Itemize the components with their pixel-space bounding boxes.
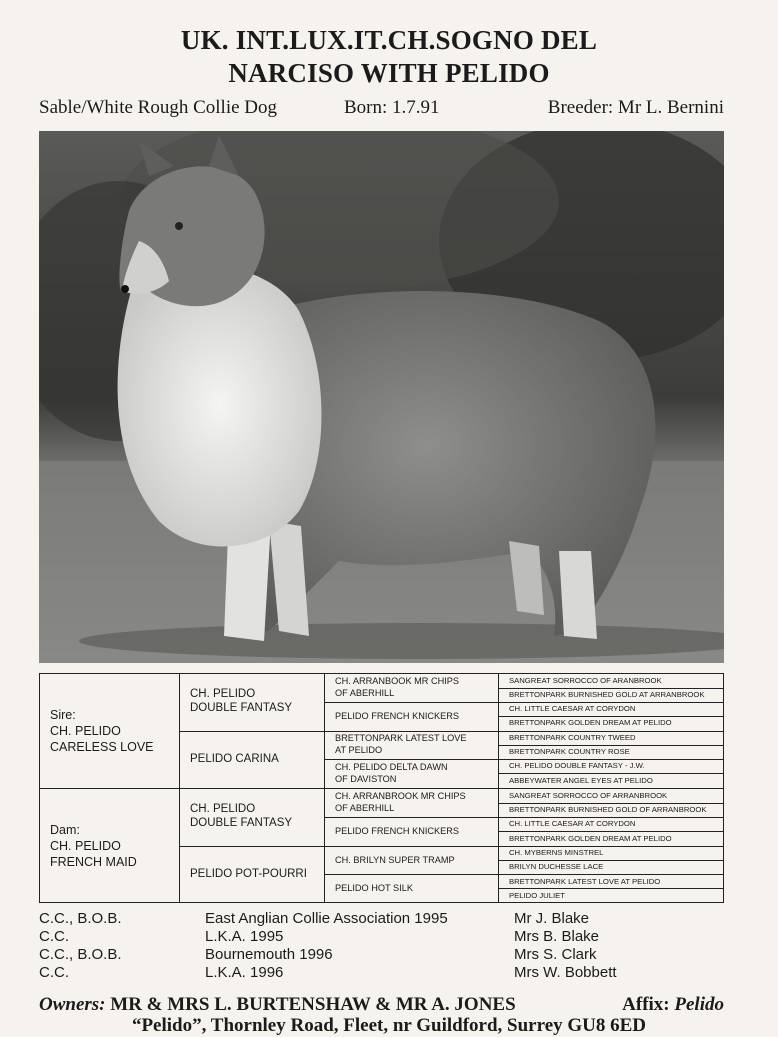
gen4-cell: SANGREAT SORROCCO OF ARRANBROOK	[509, 791, 668, 800]
great-grandparent-line-1: CH. PELIDO DELTA DAWN	[335, 762, 448, 772]
great-grandparent-line-1: BRETTONPARK LATEST LOVE	[335, 733, 467, 743]
gen4-cell: BRETTONPARK BURNISHED GOLD AT ARRANBROOK	[509, 690, 705, 699]
pedigree-divider	[498, 860, 724, 861]
gen4-cell: BRETTONPARK COUNTRY TWEED	[509, 733, 636, 742]
great-grandparent-cell	[324, 762, 498, 785]
collie-photo	[39, 131, 724, 663]
sire-name-line-1: CH. PELIDO	[50, 724, 121, 738]
gen4-cell: CH. MYBERNS MINSTREL	[509, 848, 604, 857]
grandparent-cell	[179, 752, 324, 766]
gen4-cell: BRILYN DUCHESSE LACE	[509, 862, 604, 871]
win-award: C.C., B.O.B.	[39, 946, 122, 963]
great-grandparent-line-2: OF ABERHILL	[335, 802, 395, 813]
grandparent-line-1: CH. PELIDO	[190, 803, 256, 815]
pedigree-divider	[179, 846, 724, 847]
pedigree-divider	[498, 688, 724, 689]
win-award: C.C., B.O.B.	[39, 910, 122, 927]
pedigree-divider	[498, 716, 724, 717]
gen4-cell: BRETTONPARK BURNISHED GOLD OF ARRANBROOK	[509, 805, 707, 814]
grandparent-line-2: DOUBLE FANTASY	[190, 702, 293, 714]
affix-value: Pelido	[674, 994, 724, 1015]
grandparent-line-1: PELIDO POT-POURRI	[190, 868, 307, 880]
gen4-cell: CH. PELIDO DOUBLE FANTASY - J.W.	[509, 761, 645, 770]
show-wins-list	[39, 910, 679, 982]
great-grandparent-cell	[324, 826, 498, 838]
great-grandparent-line-2: OF DAVISTON	[335, 773, 397, 784]
breed-text: Sable/White Rough Collie Dog	[39, 97, 278, 118]
grandparent-cell	[179, 802, 324, 830]
dam-name-line-1: CH. PELIDO	[50, 839, 121, 853]
gen4-cell: CH. LITTLE CAESAR AT CORYDON	[509, 704, 636, 713]
pedigree-divider	[498, 773, 724, 774]
pedigree-divider	[498, 745, 724, 746]
title-line-2: NARCISO WITH PELIDO	[228, 58, 550, 88]
gen4-cell: BRETTONPARK GOLDEN DREAM AT PELIDO	[509, 718, 672, 727]
great-grandparent-cell	[324, 676, 498, 699]
pedigree-divider	[498, 831, 724, 832]
pedigree-table	[39, 673, 724, 903]
dam-cell	[40, 822, 179, 870]
owner-address: “Pelido”, Thornley Road, Fleet, nr Guildford, Surrey GU8 6ED	[131, 1015, 647, 1036]
pedigree-divider	[324, 874, 724, 875]
gen4-cell: BRETTONPARK COUNTRY ROSE	[509, 747, 630, 756]
pedigree-divider	[40, 788, 724, 789]
win-award: C.C.	[39, 928, 69, 945]
pedigree-divider	[324, 817, 724, 818]
win-judge: Mrs S. Clark	[514, 946, 597, 963]
grandparent-cell	[179, 867, 324, 881]
affix-label: Affix:	[622, 994, 670, 1015]
win-judge: Mrs W. Bobbett	[514, 964, 617, 981]
great-grandparent-line-2: AT PELIDO	[335, 744, 383, 755]
great-grandparent-line-2: OF ABERHILL	[335, 687, 395, 698]
dam-name-line-2: FRENCH MAID	[50, 855, 137, 869]
sire-cell	[40, 707, 179, 755]
gen4-cell: BRETTONPARK LATEST LOVE AT PELIDO	[509, 877, 661, 886]
gen4-cell: ABBEYWATER ANGEL EYES AT PELIDO	[509, 776, 653, 785]
grandparent-line-2: DOUBLE FANTASY	[190, 817, 293, 829]
page-title	[0, 24, 778, 90]
pedigree-divider	[179, 731, 724, 732]
great-grandparent-line-1: CH. BRILYN SUPER TRAMP	[335, 855, 455, 865]
title-line-1: UK. INT.LUX.IT.CH.SOGNO DEL	[180, 25, 598, 55]
win-judge: Mrs B. Blake	[514, 928, 600, 945]
great-grandparent-line-1: PELIDO FRENCH KNICKERS	[335, 711, 460, 721]
win-award: C.C.	[39, 964, 69, 981]
pedigree-divider	[498, 803, 724, 804]
rough-collie-photo-icon	[39, 131, 724, 663]
win-show: L.K.A. 1996	[205, 964, 284, 981]
pedigree-divider	[498, 888, 724, 889]
affix	[622, 994, 724, 1016]
great-grandparent-line-1: PELIDO FRENCH KNICKERS	[335, 826, 460, 836]
win-show: L.K.A. 1995	[205, 928, 284, 945]
win-row	[39, 910, 679, 928]
pedigree-divider	[324, 759, 724, 760]
win-show: Bournemouth 1996	[205, 946, 333, 963]
great-grandparent-line-1: CH. ARRANBOOK MR CHIPS	[335, 676, 460, 686]
born-text: Born: 1.7.91	[344, 97, 440, 118]
sire-name-line-2: CARELESS LOVE	[50, 740, 154, 754]
sire-label: Sire:	[50, 708, 76, 722]
win-row	[39, 964, 679, 982]
win-show: East Anglian Collie Association 1995	[205, 910, 448, 927]
gen4-cell: CH. LITTLE CAESAR AT CORYDON	[509, 819, 636, 828]
great-grandparent-line-1: CH. ARRANBROOK MR CHIPS	[335, 791, 466, 801]
owners-label: Owners:	[39, 994, 106, 1015]
grandparent-line-1: CH. PELIDO	[190, 688, 256, 700]
win-row	[39, 928, 679, 946]
gen4-cell: PELIDO JULIET	[509, 891, 565, 900]
dam-label: Dam:	[50, 823, 80, 837]
gen4-cell: BRETTONPARK GOLDEN DREAM AT PELIDO	[509, 834, 672, 843]
owners-names: MR & MRS L. BURTENSHAW & MR A. JONES	[110, 994, 516, 1015]
win-judge: Mr J. Blake	[514, 910, 590, 927]
great-grandparent-cell	[324, 711, 498, 723]
great-grandparent-cell	[324, 883, 498, 895]
breeder-text: Breeder: Mr L. Bernini	[547, 97, 724, 118]
win-row	[39, 946, 679, 964]
grandparent-line-1: PELIDO CARINA	[190, 753, 279, 765]
great-grandparent-line-1: PELIDO HOT SILK	[335, 883, 413, 893]
pedigree-divider	[324, 702, 724, 703]
great-grandparent-cell	[324, 791, 498, 814]
great-grandparent-cell	[324, 733, 498, 756]
great-grandparent-cell	[324, 855, 498, 867]
gen4-cell: SANGREAT SORROCCO OF ARANBROOK	[509, 676, 662, 685]
grandparent-cell	[179, 687, 324, 715]
